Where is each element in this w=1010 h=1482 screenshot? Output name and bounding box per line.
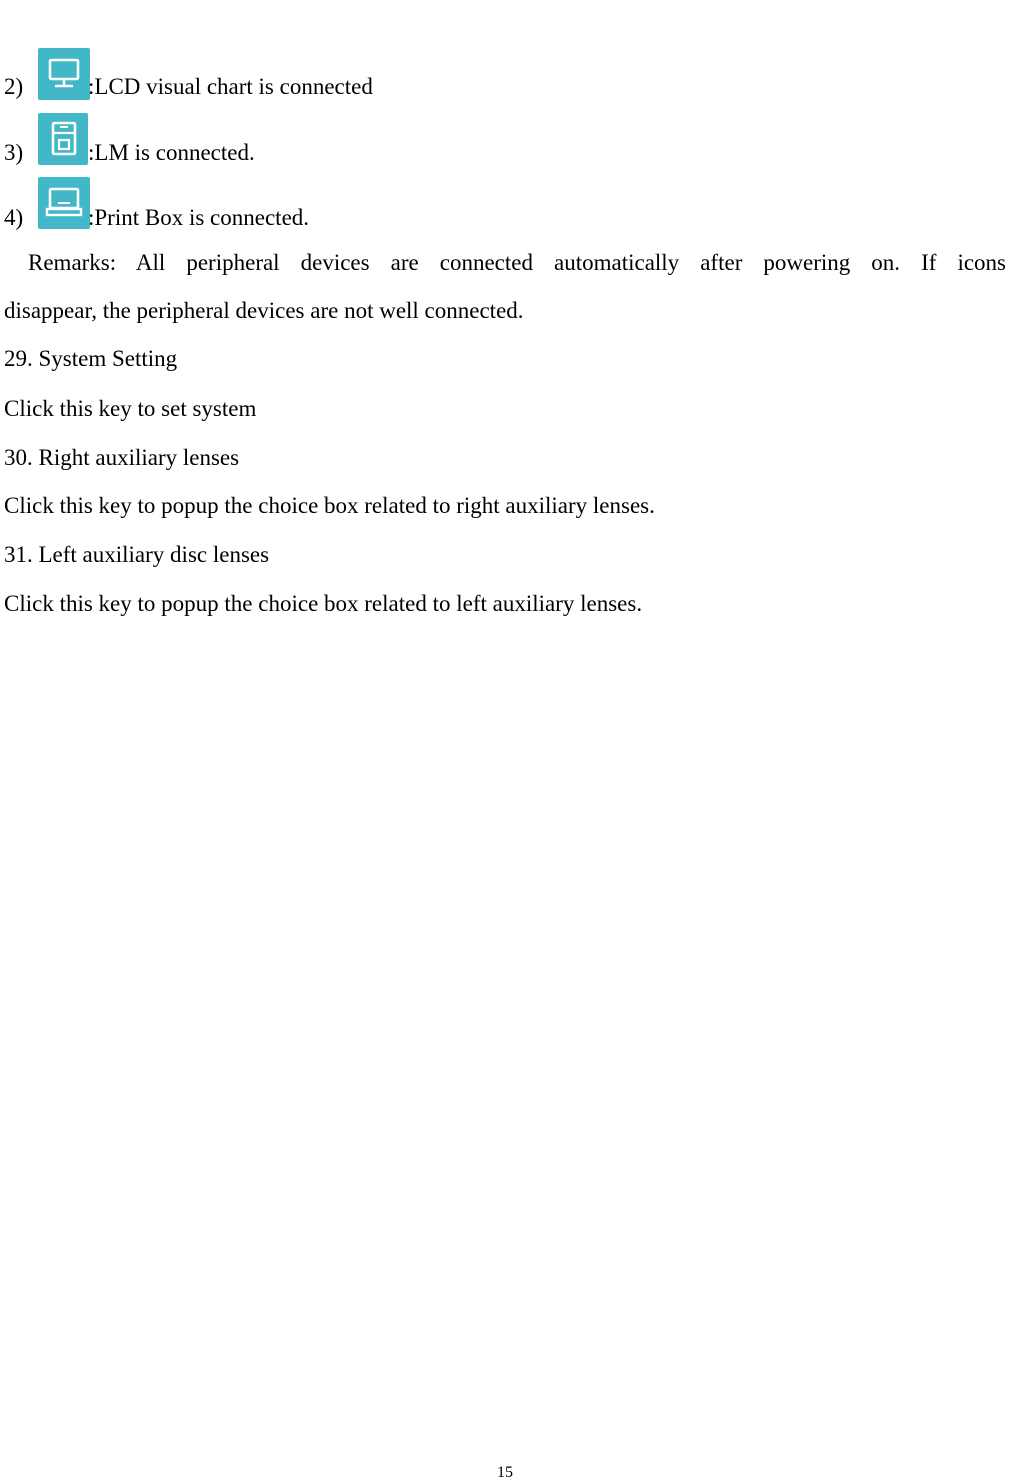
item-description: :Print Box is connected. <box>88 205 310 230</box>
item-number: 3) <box>4 140 24 165</box>
section-body-left-auxiliary: Click this key to popup the choice box related to left auxiliary lenses. <box>4 591 643 616</box>
item-description: :LCD visual chart is connected <box>88 74 373 99</box>
remarks-line-1: Remarks: All peripheral devices are connected automatically after powering on. If icons <box>28 250 1006 275</box>
page-number: 15 <box>497 1464 513 1481</box>
item-description: :LM is connected. <box>88 140 255 165</box>
section-body-right-auxiliary: Click this key to popup the choice box related to right auxiliary lenses. <box>4 493 655 518</box>
section-heading-system-setting: 29. System Setting <box>4 346 178 371</box>
section-body-system-setting: Click this key to set system <box>4 396 257 421</box>
monitor-icon <box>38 48 90 100</box>
item-number: 4) <box>4 205 24 230</box>
section-heading-right-auxiliary: 30. Right auxiliary lenses <box>4 445 240 470</box>
item-number: 2) <box>4 74 24 99</box>
remarks-line-2: disappear, the peripheral devices are not well connected. <box>4 298 524 323</box>
section-heading-left-auxiliary: 31. Left auxiliary disc lenses <box>4 542 270 567</box>
lensmeter-icon <box>38 113 88 165</box>
printer-icon <box>38 177 90 229</box>
